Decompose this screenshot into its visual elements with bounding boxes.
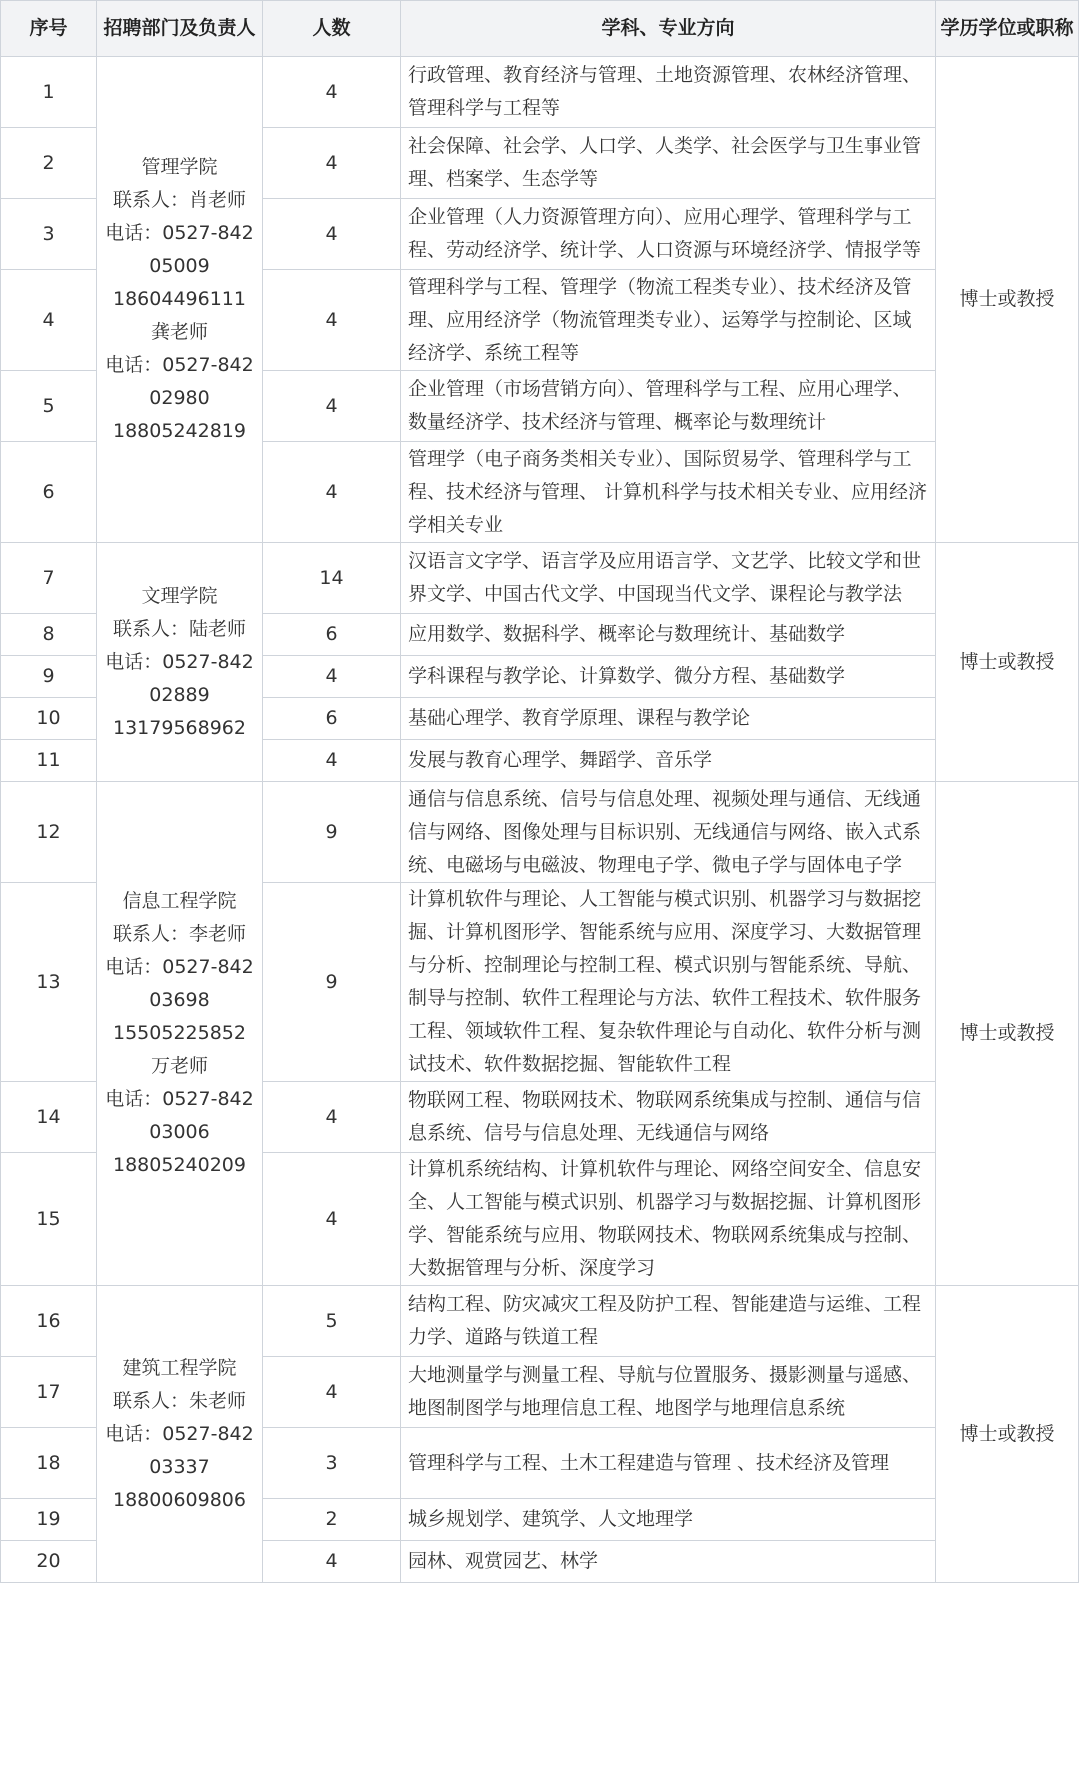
major-cell: 发展与教育心理学、舞蹈学、音乐学	[401, 740, 936, 782]
row-number: 11	[1, 740, 97, 782]
department-cell	[97, 57, 263, 543]
major-cell: 通信与信息系统、信号与信息处理、视频处理与通信、无线通信与网络、图像处理与目标识别、无线通信与网络、嵌入式系统、电磁场与电磁波、物理电子学、微电子学与固体电子学	[401, 782, 936, 883]
dept-line: 建筑工程学院	[122, 1356, 237, 1379]
row-number: 13	[1, 883, 97, 1082]
row-number: 20	[1, 1541, 97, 1583]
headcount-cell: 4	[263, 371, 401, 442]
dept-line: 18800609806	[113, 1488, 246, 1511]
table-row	[1, 1286, 1079, 1357]
table-row	[1, 782, 1079, 883]
dept-line: 文理学院	[141, 584, 218, 607]
major-cell: 学科课程与教学论、计算数学、微分方程、基础数学	[401, 656, 936, 698]
major-cell: 大地测量学与测量工程、导航与位置服务、摄影测量与遥感、地图制图学与地理信息工程、地图学与地理信息系统	[401, 1357, 936, 1428]
dept-line: 电话：0527-842	[105, 956, 254, 978]
dept-line: 02980	[149, 387, 210, 409]
major-cell: 园林、观赏园艺、林学	[401, 1541, 936, 1583]
table-row	[1, 543, 1079, 614]
headcount-cell: 2	[263, 1499, 401, 1541]
row-number: 5	[1, 371, 97, 442]
department-cell	[97, 1286, 263, 1583]
header-index: 序号	[1, 1, 97, 57]
row-number: 6	[1, 442, 97, 543]
dept-line: 18604496111	[113, 288, 246, 310]
row-number: 19	[1, 1499, 97, 1541]
headcount-cell: 4	[263, 199, 401, 270]
dept-line: 03337	[149, 1455, 210, 1478]
row-number: 10	[1, 698, 97, 740]
dept-line: 万老师	[150, 1055, 208, 1077]
header-department: 招聘部门及负责人	[97, 1, 263, 57]
headcount-cell: 4	[263, 128, 401, 199]
headcount-cell: 5	[263, 1286, 401, 1357]
headcount-cell: 4	[263, 270, 401, 371]
table-row	[1, 57, 1079, 128]
row-number: 17	[1, 1357, 97, 1428]
major-cell: 应用数学、数据科学、概率论与数理统计、基础数学	[401, 614, 936, 656]
row-number: 16	[1, 1286, 97, 1357]
dept-line: 05009	[149, 255, 210, 277]
row-number: 2	[1, 128, 97, 199]
major-cell: 社会保障、社会学、人口学、人类学、社会医学与卫生事业管理、档案学、生态学等	[401, 128, 936, 199]
headcount-cell: 4	[263, 57, 401, 128]
header-degree: 学历学位或职称	[936, 1, 1079, 57]
row-number: 8	[1, 614, 97, 656]
major-cell: 基础心理学、教育学原理、课程与教学论	[401, 698, 936, 740]
major-cell: 企业管理（市场营销方向）、管理科学与工程、应用心理学、数量经济学、技术经济与管理、概率论与数理统计	[401, 371, 936, 442]
dept-line: 18805240209	[113, 1154, 246, 1176]
major-cell: 计算机系统结构、计算机软件与理论、网络空间安全、信息安全、人工智能与模式识别、机器学习与数据挖掘、计算机图形学、智能系统与应用、物联网技术、物联网系统集成与控制、大数据管理与分析、深度学习	[401, 1153, 936, 1286]
dept-line: 联系人：朱老师	[112, 1389, 246, 1412]
headcount-cell: 4	[263, 1357, 401, 1428]
degree-cell: 博士或教授	[936, 1286, 1079, 1583]
department-cell	[97, 782, 263, 1286]
headcount-cell: 4	[263, 656, 401, 698]
major-cell: 结构工程、防灾减灾工程及防护工程、智能建造与运维、工程力学、道路与铁道工程	[401, 1286, 936, 1357]
dept-line: 电话：0527-842	[105, 222, 254, 244]
dept-line: 15505225852	[113, 1022, 246, 1044]
dept-line: 管理学院	[141, 156, 218, 178]
headcount-cell: 4	[263, 1153, 401, 1286]
dept-line: 18805242819	[113, 420, 246, 442]
headcount-cell: 14	[263, 543, 401, 614]
row-number: 7	[1, 543, 97, 614]
degree-cell: 博士或教授	[936, 543, 1079, 782]
dept-line: 13179568962	[113, 716, 246, 739]
headcount-cell: 9	[263, 782, 401, 883]
table-header-row	[1, 1, 1079, 57]
major-cell: 汉语言文字学、语言学及应用语言学、文艺学、比较文学和世界文学、中国古代文学、中国现当代文学、课程论与教学法	[401, 543, 936, 614]
major-cell: 管理科学与工程、土木工程建造与管理 、技术经济及管理	[401, 1428, 936, 1499]
headcount-cell: 4	[263, 1082, 401, 1153]
degree-cell: 博士或教授	[936, 57, 1079, 543]
major-cell: 管理学（电子商务类相关专业）、国际贸易学、管理科学与工程、技术经济与管理、 计算机科学与技术相关专业、应用经济学相关专业	[401, 442, 936, 543]
row-number: 3	[1, 199, 97, 270]
dept-line: 联系人：陆老师	[112, 617, 246, 640]
header-count: 人数	[263, 1, 401, 57]
dept-line: 02889	[149, 683, 210, 706]
header-major: 学科、专业方向	[401, 1, 936, 57]
headcount-cell: 4	[263, 442, 401, 543]
dept-line: 联系人：肖老师	[112, 189, 246, 211]
department-cell	[97, 543, 263, 782]
dept-line: 03006	[149, 1121, 210, 1143]
row-number: 4	[1, 270, 97, 371]
row-number: 15	[1, 1153, 97, 1286]
headcount-cell: 9	[263, 883, 401, 1082]
dept-line: 联系人：李老师	[112, 923, 246, 945]
dept-line: 龚老师	[150, 321, 208, 343]
dept-line: 03698	[149, 989, 210, 1011]
major-cell: 物联网工程、物联网技术、物联网系统集成与控制、通信与信息系统、信号与信息处理、无线通信与网络	[401, 1082, 936, 1153]
dept-line: 电话：0527-842	[105, 650, 254, 673]
degree-cell: 博士或教授	[936, 782, 1079, 1286]
major-cell: 企业管理（人力资源管理方向）、应用心理学、管理科学与工程、劳动经济学、统计学、人口资源与环境经济学、情报学等	[401, 199, 936, 270]
row-number: 14	[1, 1082, 97, 1153]
headcount-cell: 6	[263, 614, 401, 656]
major-cell: 城乡规划学、建筑学、人文地理学	[401, 1499, 936, 1541]
headcount-cell: 6	[263, 698, 401, 740]
dept-line: 电话：0527-842	[105, 354, 254, 376]
row-number: 18	[1, 1428, 97, 1499]
headcount-cell: 3	[263, 1428, 401, 1499]
dept-line: 电话：0527-842	[105, 1088, 254, 1110]
row-number: 1	[1, 57, 97, 128]
major-cell: 行政管理、教育经济与管理、土地资源管理、农林经济管理、管理科学与工程等	[401, 57, 936, 128]
major-cell: 管理科学与工程、管理学（物流工程类专业）、技术经济及管理、应用经济学（物流管理类专业）、运筹学与控制论、区域经济学、系统工程等	[401, 270, 936, 371]
headcount-cell: 4	[263, 740, 401, 782]
dept-line: 电话：0527-842	[105, 1422, 254, 1445]
row-number: 12	[1, 782, 97, 883]
major-cell: 计算机软件与理论、人工智能与模式识别、机器学习与数据挖掘、计算机图形学、智能系统与应用、深度学习、大数据管理与分析、控制理论与控制工程、模式识别与智能系统、导航、制导与控制、软件工程理论与方法、软件工程技术、软件服务工程、领域软件工程、复杂软件理论与自动化、软件分析与测试技术、软件数据挖掘、智能软件工程	[401, 883, 936, 1082]
row-number: 9	[1, 656, 97, 698]
dept-line: 信息工程学院	[122, 890, 237, 912]
headcount-cell: 4	[263, 1541, 401, 1583]
